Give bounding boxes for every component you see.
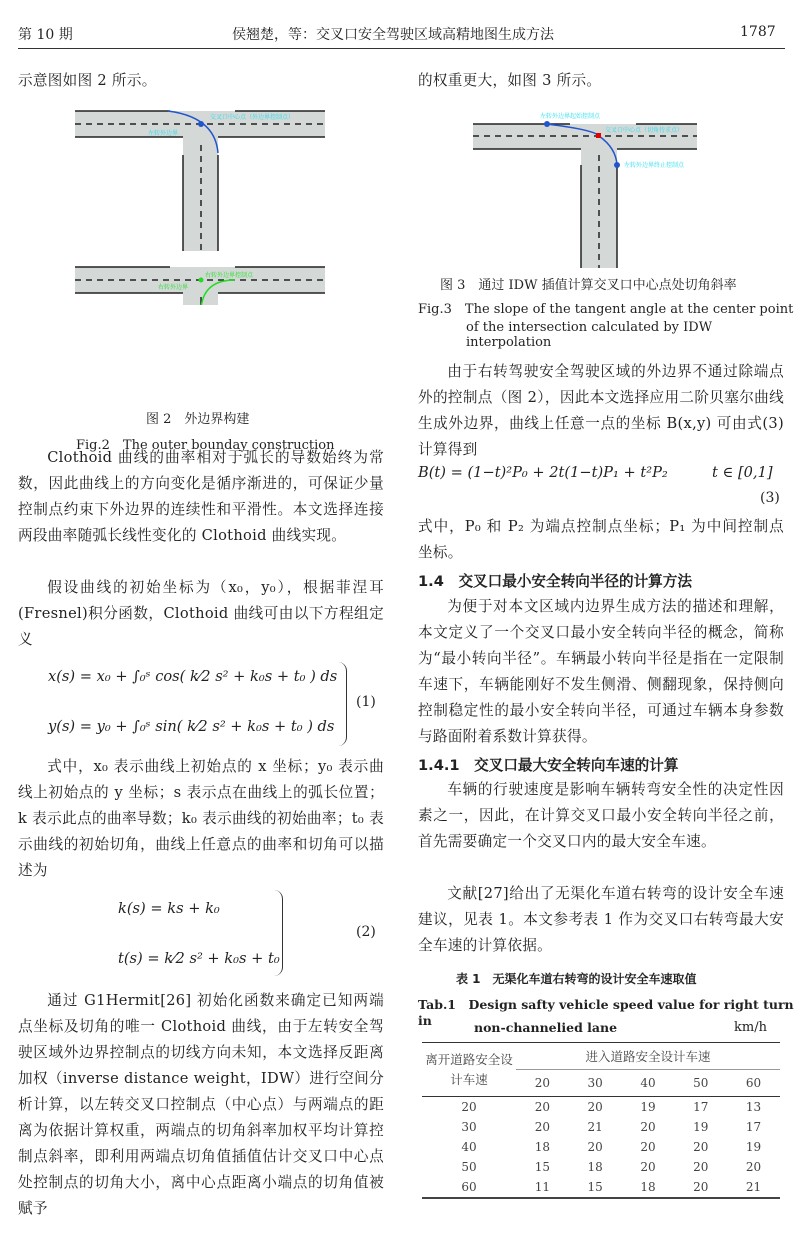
table-cell: 20 — [640, 1140, 656, 1154]
figure-2 — [70, 105, 330, 305]
table-title-en-1: Tab.1 Design safty vehicle speed value for right turn in — [418, 997, 794, 1028]
section-heading-1-4-1: 1.4.1 交叉口最大安全转向车速的计算 — [418, 757, 679, 774]
fig2-caption-cn: 图 2 外边界构建 — [146, 412, 250, 427]
table-row — [422, 1117, 780, 1137]
figure-3 — [470, 110, 700, 270]
fig3-caption-cn: 图 3 通过 IDW 插值计算交叉口中心点处切角斜率 — [440, 278, 737, 293]
table-row — [422, 1157, 780, 1177]
fig2-top-intersection — [75, 111, 325, 251]
table-cell: 20 — [640, 1160, 656, 1174]
table-cell: 21 — [587, 1120, 603, 1134]
row-label: 20 — [461, 1100, 477, 1114]
table-row — [422, 1177, 780, 1198]
fig3-caption-en-1: Fig.3 The slope of the tangent angle at the center point — [418, 302, 794, 317]
left-paragraph-1: Clothoid 曲线的曲率相对于弧长的导数始终为常数，因此曲线上的方向变化是循序渐进的，可保证少量控制点约束下外边界的连续性和平滑性。本文选择连接两段曲率随弧长线性变化的 Clothoid 曲线实现。 — [18, 449, 384, 544]
right-paragraph-1: 由于右转驾驶安全驾驶区域的外边界不通过除端点外的控制点（图 2），因此本文选择应用二阶贝塞尔曲线生成外边界，曲线上任意一点的坐标 B(x,y) 可由式(3)计算得到 — [418, 363, 784, 458]
table-cell: 15 — [534, 1160, 551, 1174]
equation-2a: k(s) = ks + k₀ — [118, 900, 220, 917]
equation-1b: y(s) = y₀ + ∫₀ˢ sin( k⁄2 s² + k₀s + t₀ ) ds — [48, 718, 335, 735]
equation-2-number: (2) — [356, 924, 376, 940]
table-cell: 18 — [534, 1140, 551, 1154]
equation-2b: t(s) = k⁄2 s² + k₀s + t₀ — [118, 950, 280, 967]
row-label: 60 — [461, 1180, 477, 1194]
table-cell: 20 — [534, 1100, 551, 1114]
svg-text:右转外边界控制点: 右转外边界控制点 — [205, 272, 254, 279]
header-rule — [18, 48, 785, 49]
table-cell: 11 — [534, 1180, 551, 1194]
left-paragraph-4: 通过 G1Hermit[26] 初始化函数来确定已知两端点坐标及切角的唯一 Clothoid 曲线，由于左转安全驾驶区域外边界控制点的切线方向未知，本文选择反距离加权（inverse distance weight，IDW）进行空间分析计算，以左转交叉口控制点（中心点）与两端点的距离为依据计算权重，两端点的切角斜率加权平均计算控制点斜率，即利用两端点切角值插值估计交叉口中心点处控制点的切角大小，离中心点距离小端点的切角值被赋予 — [18, 992, 384, 1217]
table-cell: 20 — [640, 1120, 656, 1134]
equation-3: B(t) = (1−t)²P₀ + 2t(1−t)P₁ + t²P₂ — [418, 464, 668, 481]
table-cell: 19 — [745, 1140, 762, 1154]
right-paragraph-4: 车辆的行驶速度是影响车辆转弯安全性的决定性因素之一，因此，在计算交叉口最小安全转向半径之前，首先需要确定一个交叉口内的最大安全车速。 — [418, 781, 784, 850]
right-paragraph-2: 式中，P₀ 和 P₂ 为端点控制点坐标；P₁ 为中间控制点坐标。 — [418, 518, 784, 561]
table-cell: 17 — [693, 1100, 709, 1114]
equation-1a: x(s) = x₀ + ∫₀ˢ cos( k⁄2 s² + k₀s + t₀ ) ds — [48, 668, 338, 685]
row-label: 50 — [461, 1160, 477, 1174]
table-cell: 19 — [640, 1100, 656, 1114]
speed-table — [422, 1042, 780, 1199]
right-paragraph-3: 为便于对本文区域内边界生成方法的描述和理解，本文定义了一个交叉口最小安全转向半径的概念，简称为“最小转向半径”。车辆最小转向半径是指在一定限制车速下，车辆能刚好不发生侧滑、侧翻现象，保持侧向控制稳定性的最小安全转向半径，可通过车辆本身参数与路面附着系数计算获得。 — [418, 598, 784, 745]
equation-1-brace — [338, 662, 347, 746]
equation-3-range: t ∈ [0,1] — [712, 464, 773, 481]
column-header: 50 — [693, 1076, 709, 1090]
table-cell: 15 — [587, 1180, 603, 1194]
table-cell: 18 — [587, 1160, 603, 1174]
equation-2-brace — [274, 890, 283, 976]
fig2-bottom-intersection — [75, 267, 325, 305]
table-cell: 20 — [693, 1140, 709, 1154]
fig2-caption-en: Fig.2 The outer bounday construction — [76, 438, 335, 453]
svg-text:交叉口中心点（外边界控制点）: 交叉口中心点（外边界控制点） — [210, 114, 295, 121]
table-cell: 20 — [745, 1160, 762, 1174]
column-header: 30 — [587, 1076, 603, 1090]
svg-text:左转外边界: 左转外边界 — [148, 130, 179, 137]
svg-text:左转外边界终止控制点: 左转外边界终止控制点 — [624, 162, 685, 169]
svg-text:左转外边界起始控制点: 左转外边界起始控制点 — [540, 113, 601, 120]
table-cell: 19 — [693, 1120, 709, 1134]
table-row — [422, 1137, 780, 1157]
column-group-header: 进入道路安全设计车速 — [516, 1043, 780, 1070]
row-label: 40 — [461, 1140, 477, 1154]
right-intro: 的权重更大，如图 3 所示。 — [418, 72, 602, 89]
row-label: 30 — [461, 1120, 477, 1134]
table-cell: 20 — [587, 1100, 603, 1114]
equation-1-number: (1) — [356, 694, 376, 710]
table-unit: km/h — [734, 1020, 767, 1035]
column-header: 60 — [745, 1076, 762, 1090]
table-cell: 20 — [693, 1180, 709, 1194]
table-title-en-2: non-channelied lane — [474, 1020, 618, 1035]
right-paragraph-5: 文献[27]给出了无渠化车道右转弯的设计安全车速建议，见表 1。本文参考表 1 作为交叉口右转弯最大安全车速的计算依据。 — [418, 885, 784, 954]
fig3-caption-en-2: of the intersection calculated by IDW interpolation — [466, 320, 713, 350]
column-header: 20 — [534, 1076, 551, 1090]
table-cell: 17 — [745, 1120, 762, 1134]
left-paragraph-2: 假设曲线的初始坐标为（x₀，y₀），根据菲涅耳(Fresnel)积分函数，Clothoid 曲线可由以下方程组定义 — [18, 579, 384, 648]
equation-3-number: (3) — [760, 490, 780, 506]
left-paragraph-3: 式中，x₀ 表示曲线上初始点的 x 坐标；y₀ 表示曲线上初始点的 y 坐标；s 表示点在曲线上的弧长位置；k 表示此点的曲率导数；k₀ 表示曲线的初始曲率；t₀ 表示曲线的初始切角，曲线上任意点的曲率和切角可以描述为 — [18, 758, 384, 879]
table-cell: 20 — [693, 1160, 709, 1174]
table-cell: 13 — [745, 1100, 762, 1114]
table-cell: 18 — [640, 1180, 656, 1194]
section-heading-1-4: 1.4 交叉口最小安全转向半径的计算方法 — [418, 573, 692, 590]
issue-number: 第 10 期 — [18, 27, 73, 43]
left-intro: 示意图如图 2 所示。 — [18, 72, 157, 89]
page-number: 1787 — [740, 24, 776, 40]
row-header: 离开道路安全设计车速 — [422, 1043, 516, 1097]
svg-text:交叉口中心点（切角待求点）: 交叉口中心点（切角待求点） — [605, 127, 684, 134]
column-header: 40 — [640, 1076, 656, 1090]
table-cell: 21 — [745, 1180, 762, 1194]
table-title-cn: 表 1 无渠化车道右转弯的设计安全车速取值 — [456, 972, 697, 986]
table-row — [422, 1097, 780, 1118]
svg-text:右转外边界: 右转外边界 — [158, 284, 189, 291]
table-cell: 20 — [534, 1120, 551, 1134]
running-title: 侯翘楚，等：交叉口安全驾驶区域高精地图生成方法 — [232, 27, 554, 43]
table-cell: 20 — [587, 1140, 603, 1154]
